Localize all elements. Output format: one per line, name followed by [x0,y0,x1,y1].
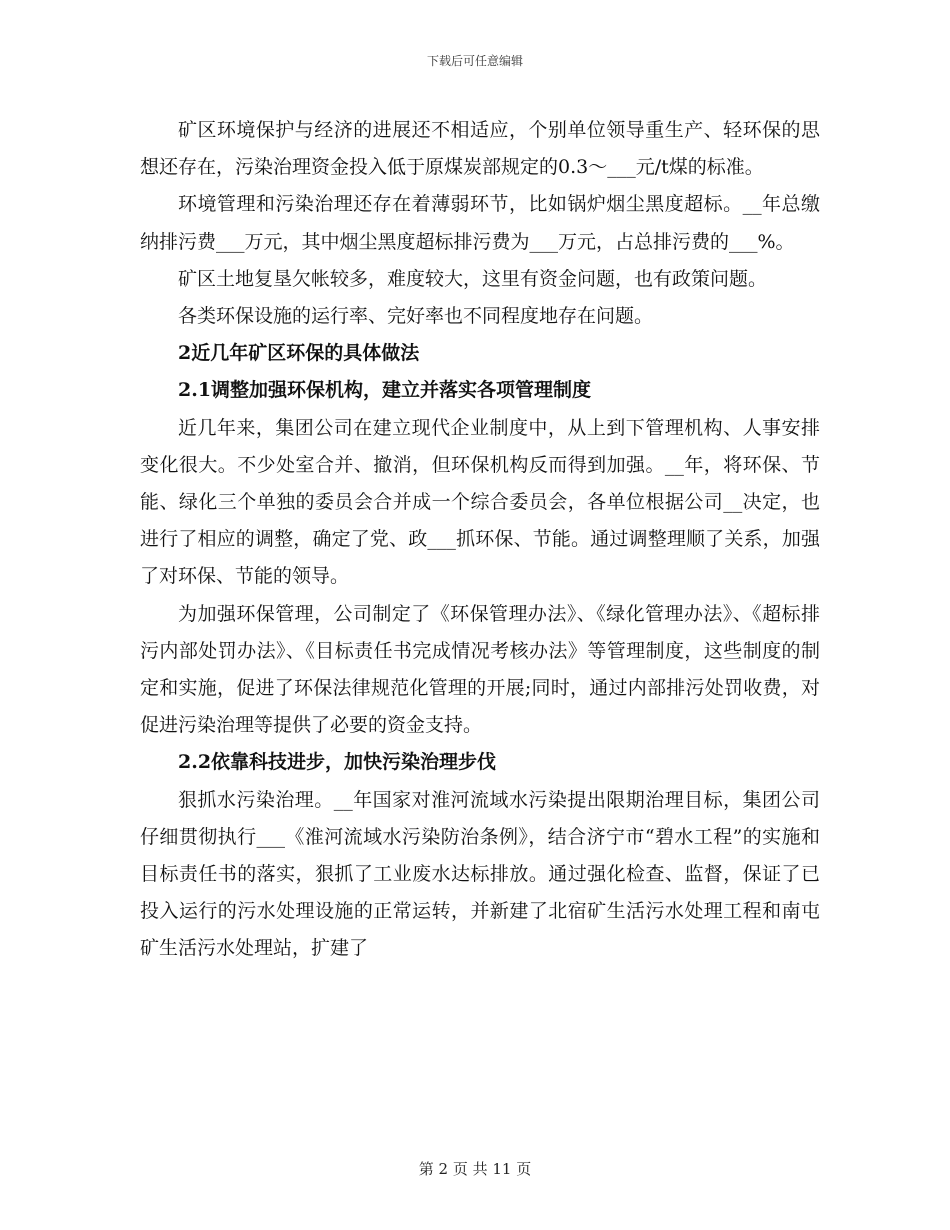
paragraph-management-rules: 为加强环保管理，公司制定了《环保管理办法》、《绿化管理办法》、《超标排污内部处罚办法》、《目标责任书完成情况考核办法》等管理制度，这些制度的制定和实施，促进了环保法律规范化管理的开展;同时，通过内部排污处罚收费，对促进污染治理等提供了必要的资金支持。 [140,602,820,737]
paragraph-funding-gap: 矿区环境保护与经济的进展还不相适应，个别单位领导重生产、轻环保的思想还存在，污染治理资金投入低于原煤炭部规定的0.3～___元/t煤的标准。 [140,119,820,179]
section-heading-2: 2近几年矿区环保的具体做法 [178,342,420,365]
paragraph-weak-links: 环境管理和污染治理还存在着薄弱环节，比如锅炉烟尘黑度超标。__年总缴纳排污费___万元，其中烟尘黑度超标排污费为___万元，占总排污费的___%。 [140,193,820,253]
page-header: 下载后可任意编辑 [426,54,523,68]
paragraph-land-reclamation: 矿区土地复垦欠帐较多，难度较大，这里有资金问题，也有政策问题。 [178,267,768,290]
page-number: 第 2 页 共 11 页 [418,1160,532,1178]
document-body [140,112,820,968]
section-heading-2-1: 2.1调整加强环保机构，建立并落实各项管理制度 [178,379,592,402]
paragraph-org-restructure: 近几年来，集团公司在建立现代企业制度中，从上到下管理机构、人事安排变化很大。不少处室合并、撤消，但环保机构反而得到加强。__年，将环保、节能、绿化三个单独的委员会合并成一个综合委员会，各单位根据公司__决定，也进行了相应的调整，确定了党、政___抓环保、节能。通过调整理顺了关系，加强了对环保、节能的领导。 [140,416,820,588]
paragraph-water-pollution: 狠抓水污染治理。__年国家对淮河流域水污染提出限期治理目标，集团公司仔细贯彻执行___《淮河流域水污染防治条例》，结合济宁市“碧水工程”的实施和目标责任书的落实，狠抓了工业废水达标排放。通过强化检查、监督，保证了已投入运行的污水处理设施的正常运转，并新建了北宿矿生活污水处理工程和南屯矿生活污水处理站，扩建了 [140,788,820,960]
section-heading-2-2: 2.2依靠科技进步，加快污染治理步伐 [178,751,497,774]
paragraph-facility-issues: 各类环保设施的运行率、完好率也不同程度地存在问题。 [178,305,654,328]
